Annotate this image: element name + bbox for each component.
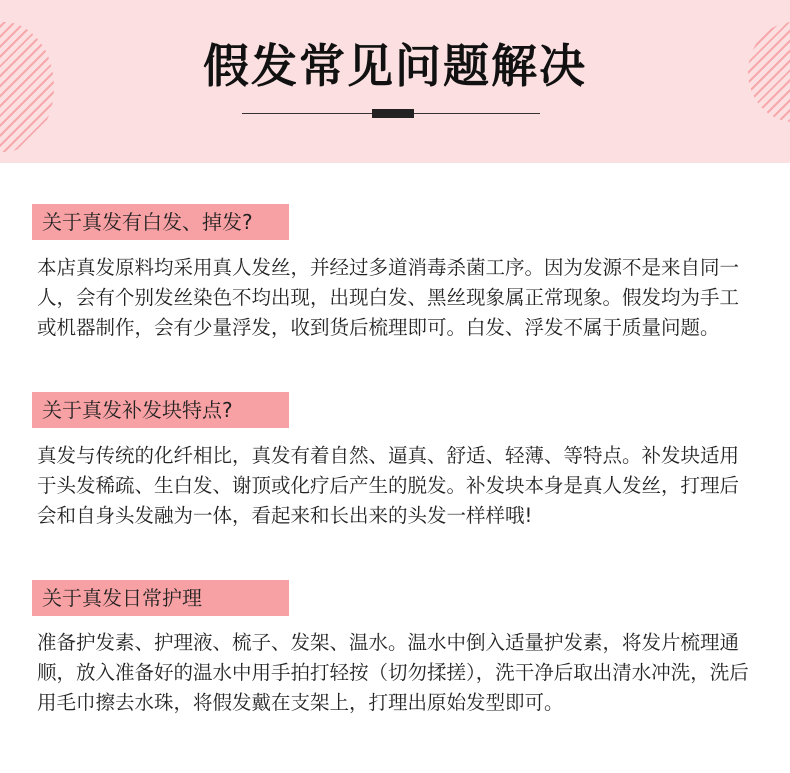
title-underline-accent <box>372 109 414 118</box>
section-label-daily-care: 关于真发日常护理 <box>32 580 289 616</box>
section-body-white-hair: 本店真发原料均采用真人发丝，并经过多道消毒杀菌工序。因为发源不是来自同一人，会有个别发丝染色不均出现，出现白发、黑丝现象属正常现象。假发均为手工或机器制作，会有少量浮发，收到货后梳理即可。白发、浮发不属于质量问题。 <box>37 256 740 339</box>
section-label-hair-piece: 关于真发补发块特点? <box>32 392 289 428</box>
page-title: 假发常见问题解决 <box>203 39 587 93</box>
section-label-white-hair: 关于真发有白发、掉发? <box>32 204 289 240</box>
section-body-daily-care: 准备护发素、护理液、梳子、发架、温水。温水中倒入适量护发素，将发片梳理通顺，放入准备好的温水中用手拍打轻按（切勿揉搓），洗干净后取出清水冲洗，洗后用毛巾擦去水珠，将假发戴在支架上，打理出原始发型即可。 <box>37 631 749 714</box>
section-body-hair-piece: 真发与传统的化纤相比，真发有着自然、逼真、舒适、轻薄、等特点。补发块适用于头发稀疏、生白发、谢顶或化疗后产生的脱发。补发块本身是真人发丝，打理后会和自身头发融为一体，看起来和长出来的头发一样样哦! <box>37 444 740 527</box>
header-banner <box>0 0 790 163</box>
